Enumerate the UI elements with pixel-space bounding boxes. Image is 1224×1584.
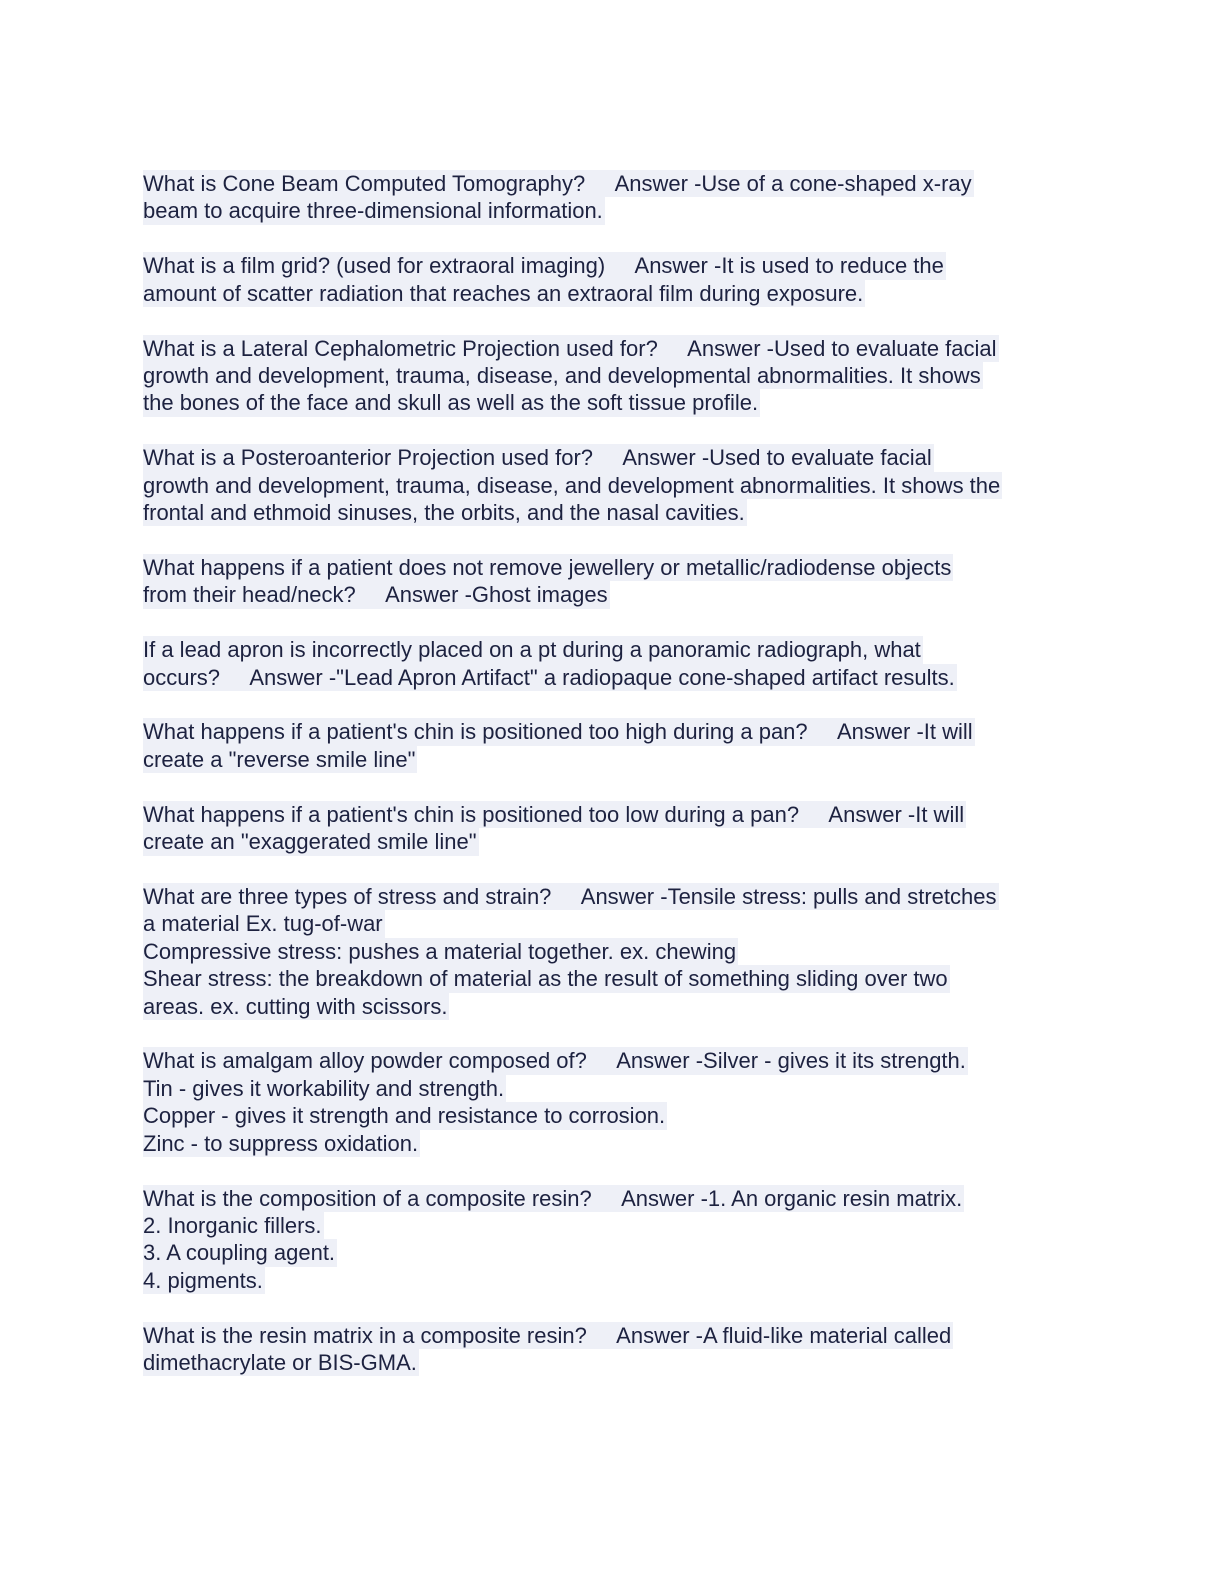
- text-line: What is the composition of a composite resin? Answer -1. An organic resin matrix.: [143, 1185, 963, 1211]
- text-line: growth and development, trauma, disease, and development abnormalities. It shows the: [143, 472, 1001, 498]
- text-line: What happens if a patient's chin is positioned too high during a pan? Answer -It will: [143, 719, 973, 745]
- qa-item: [143, 1322, 1103, 1377]
- text-line: frontal and ethmoid sinuses, the orbits, and the nasal cavities.: [143, 500, 745, 526]
- text-line: create a "reverse smile line": [143, 746, 416, 772]
- qa-item: [143, 444, 1103, 526]
- document-page: [143, 170, 1103, 1404]
- text-line: What is Cone Beam Computed Tomography? Answer -Use of a cone-shaped x-ray: [143, 171, 972, 196]
- text-line: the bones of the face and skull as well as the soft tissue profile.: [143, 390, 759, 416]
- text-line: What is a Posteroanterior Projection used for? Answer -Used to evaluate facial: [143, 445, 932, 471]
- text-line: growth and development, trauma, disease, and developmental abnormalities. It shows: [143, 362, 981, 388]
- text-line: dimethacrylate or BIS-GMA.: [143, 1350, 417, 1375]
- qa-item: [143, 801, 1103, 856]
- qa-item: [143, 636, 1103, 691]
- text-line: What happens if a patient does not remove jewellery or metallic/radiodense objects: [143, 554, 952, 580]
- text-line: Copper - gives it strength and resistance to corrosion.: [143, 1103, 666, 1129]
- text-line: What are three types of stress and strain? Answer -Tensile stress: pulls and stretches: [143, 884, 997, 910]
- text-line: Compressive stress: pushes a material together. ex. chewing: [143, 938, 737, 964]
- text-line: 3. A coupling agent.: [143, 1240, 336, 1266]
- text-line: If a lead apron is incorrectly placed on a pt during a panoramic radiograph, what: [143, 637, 921, 663]
- text-line: What is a Lateral Cephalometric Projection used for? Answer -Used to evaluate facial: [143, 335, 997, 361]
- text-line: 4. pigments.: [143, 1267, 263, 1293]
- qa-item: [143, 1047, 1103, 1157]
- text-line: What is a film grid? (used for extraoral imaging) Answer -It is used to reduce the: [143, 253, 944, 279]
- text-line: What is amalgam alloy powder composed of? Answer -Silver - gives it its strength.: [143, 1048, 966, 1074]
- text-line: 2. Inorganic fillers.: [143, 1212, 322, 1238]
- text-line: a material Ex. tug-of-war: [143, 911, 383, 937]
- qa-item: [143, 170, 1103, 225]
- text-line: Zinc - to suppress oxidation.: [143, 1130, 419, 1156]
- text-line: amount of scatter radiation that reaches an extraoral film during exposure.: [143, 280, 864, 306]
- qa-item: [143, 252, 1103, 307]
- text-line: Tin - gives it workability and strength.: [143, 1075, 505, 1101]
- text-line: What is the resin matrix in a composite resin? Answer -A fluid-like material called: [143, 1322, 952, 1348]
- text-line: beam to acquire three-dimensional information.: [143, 198, 603, 224]
- qa-item: [143, 554, 1103, 609]
- qa-item: [143, 1185, 1103, 1295]
- qa-item: [143, 718, 1103, 773]
- text-line: areas. ex. cutting with scissors.: [143, 993, 448, 1019]
- text-line: Shear stress: the breakdown of material as the result of something sliding over two: [143, 966, 948, 992]
- text-line: What happens if a patient's chin is positioned too low during a pan? Answer -It will: [143, 801, 965, 827]
- text-line: occurs? Answer -"Lead Apron Artifact" a radiopaque cone-shaped artifact results.: [143, 664, 955, 690]
- text-line: from their head/neck? Answer -Ghost images: [143, 582, 608, 608]
- text-line: create an "exaggerated smile line": [143, 829, 477, 855]
- qa-item: [143, 883, 1103, 1020]
- qa-item: [143, 335, 1103, 417]
